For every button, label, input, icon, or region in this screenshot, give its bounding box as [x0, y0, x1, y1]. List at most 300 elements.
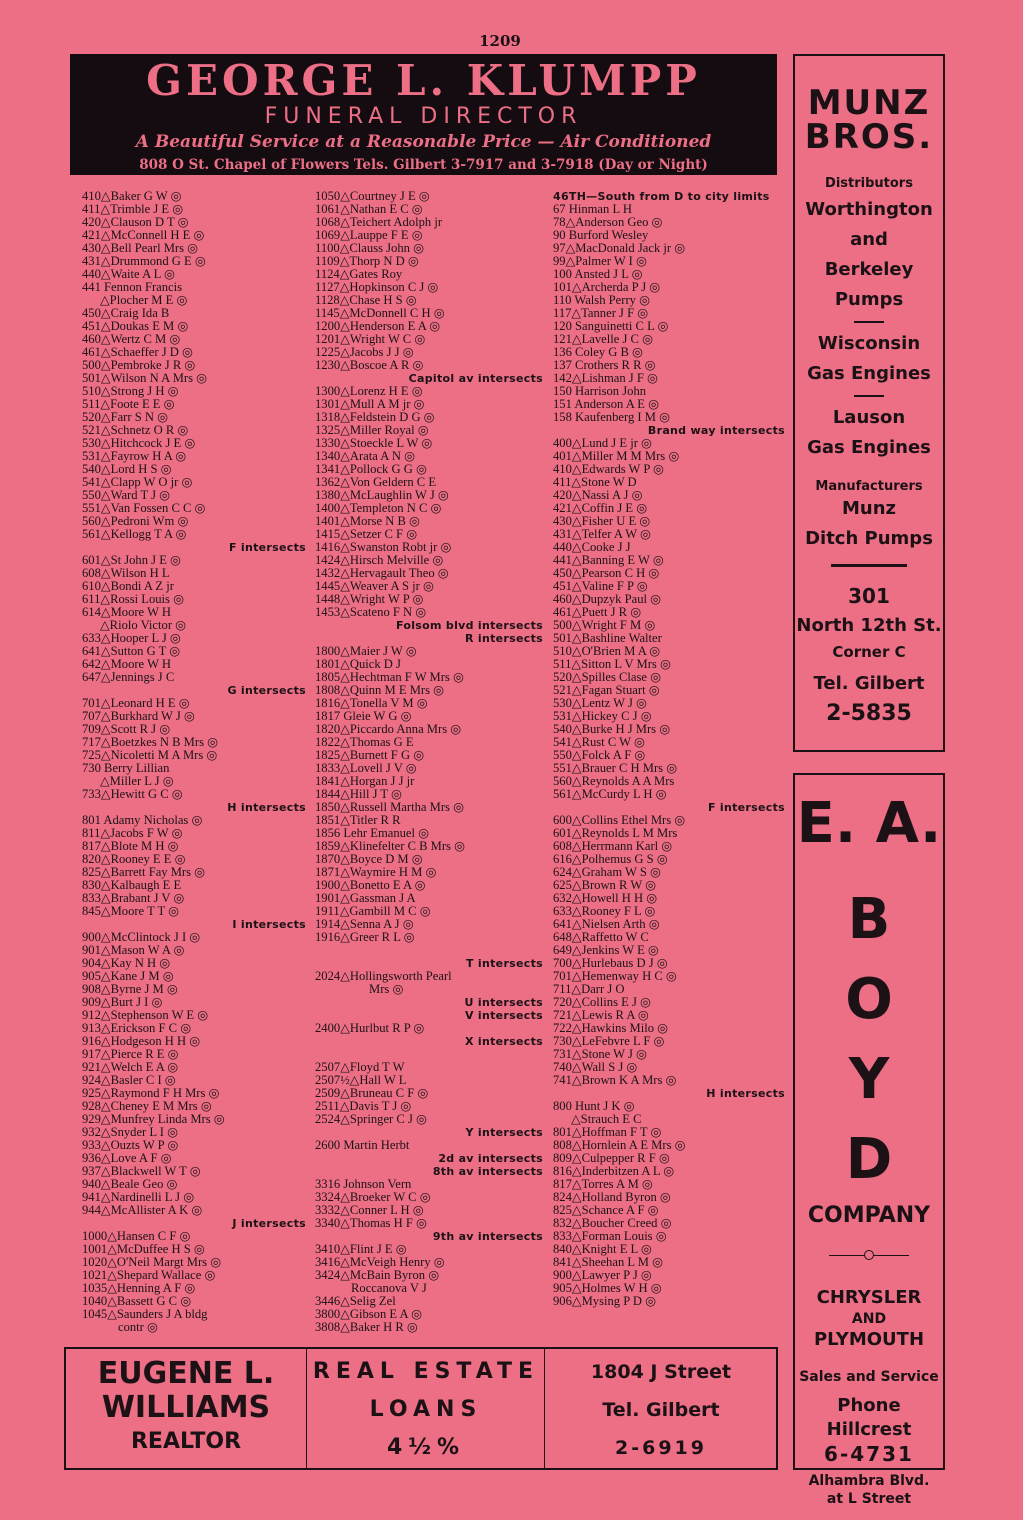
- directory-entry: 825△Schance A F ◎: [553, 1203, 659, 1217]
- directory-entry: 530△Lentz W J ◎: [553, 696, 648, 710]
- directory-entry: 649△Jenkins W E ◎: [553, 943, 659, 957]
- williams-name-cell: [66, 1349, 306, 1468]
- munz-manufacturers: Manufacturers: [815, 479, 923, 494]
- directory-entry: 531△Fayrow H A ◎: [82, 449, 187, 463]
- directory-entry: 511△Sitton L V Mrs ◎: [553, 657, 671, 671]
- directory-entry: Roccanova V J: [351, 1281, 427, 1295]
- directory-entry: 158 Kaufenberg I M ◎: [553, 410, 671, 424]
- directory-column-3: [553, 190, 785, 1308]
- directory-column-1: [82, 190, 306, 1334]
- directory-entry: 944△McAllister A K ◎: [82, 1203, 203, 1217]
- directory-entry: 137 Crothers R R ◎: [553, 358, 656, 372]
- directory-entry: 400△Lund J E jr ◎: [553, 436, 653, 450]
- directory-entry: 99△Palmer W I ◎: [553, 254, 648, 268]
- directory-entry: 917△Pierce R E ◎: [82, 1047, 179, 1061]
- directory-entry: 701△Leonard H E ◎: [82, 696, 190, 710]
- directory-entry: 90 Burford Wesley: [553, 228, 649, 242]
- directory-entry: 625△Brown R W ◎: [553, 878, 657, 892]
- williams-tel-number: 2-6919: [615, 1437, 707, 1459]
- directory-entry: 440△Waite A L ◎: [82, 267, 175, 281]
- directory-entry: 1914△Senna A J ◎: [315, 917, 414, 931]
- directory-entry: 110 Walsh Perry ◎: [553, 293, 651, 307]
- directory-entry: 608△Herrmann Karl ◎: [553, 839, 673, 853]
- directory-entry: 901△Mason W A ◎: [82, 943, 185, 957]
- directory-entry: 561△Kellogg T A ◎: [82, 527, 187, 541]
- directory-entry: 67 Hinman L H: [553, 202, 632, 216]
- directory-entry: 1859△Klinefelter C B Mrs ◎: [315, 839, 466, 853]
- directory-entry: 510△Strong J H ◎: [82, 384, 179, 398]
- directory-entry: 3410△Flint J E ◎: [315, 1242, 407, 1256]
- directory-entry: 540△Burke H J Mrs ◎: [553, 722, 671, 736]
- directory-entry: 1300△Lorenz H E ◎: [315, 384, 423, 398]
- directory-entry: 117△Tanner J F ◎: [553, 306, 649, 320]
- intersection-heading: 9th av intersects: [432, 1230, 543, 1243]
- directory-entry: 461△Schaeffer J D ◎: [82, 345, 194, 359]
- munz-distributors: Distributors: [825, 176, 913, 191]
- directory-entry: 551△Brauer C H Mrs ◎: [553, 761, 678, 775]
- munz-product-2a: Wisconsin: [817, 333, 921, 354]
- directory-entry: 411△Stone W D: [553, 475, 637, 489]
- directory-entry: 461△Puett J R ◎: [553, 605, 642, 619]
- directory-entry: 1341△Pollock G G ◎: [315, 462, 427, 476]
- directory-entry: 624△Graham W S ◎: [553, 865, 662, 879]
- boyd-letter-b: B: [847, 887, 891, 952]
- directory-entry: 833△Brabant J V ◎: [82, 891, 185, 905]
- directory-entry: 1069△Lauppe F E ◎: [315, 228, 423, 242]
- directory-entry: 97△MacDonald Jack jr ◎: [553, 241, 686, 255]
- directory-entry: 733△Hewitt G C ◎: [82, 787, 183, 801]
- directory-entry: 560△Pedroni Wm ◎: [82, 514, 189, 528]
- divider: [854, 321, 884, 323]
- boyd-brand-and: AND: [851, 1311, 887, 1327]
- directory-entry: 600△Collins Ethel Mrs ◎: [553, 813, 686, 827]
- williams-loans-cell: [306, 1349, 545, 1468]
- directory-entry: 100 Ansted J L ◎: [553, 267, 643, 281]
- directory-entry: 825△Barrett Fay Mrs ◎: [82, 865, 206, 879]
- directory-entry: 521△Schnetz O R ◎: [82, 423, 189, 437]
- directory-entry: 709△Scott R J ◎: [82, 722, 171, 736]
- munz-tel-number: 2-5835: [826, 701, 912, 726]
- ornament-divider: [829, 1250, 909, 1262]
- directory-entry: 1021△Shepard Wallace ◎: [82, 1268, 216, 1282]
- williams-title: REALTOR: [130, 1429, 242, 1454]
- boyd-service: Sales and Service: [799, 1369, 939, 1385]
- directory-entry: 1362△Von Geldern C E: [315, 475, 437, 489]
- directory-entry: 642△Moore W H: [82, 657, 171, 671]
- directory-entry: 1061△Nathan E C ◎: [315, 202, 423, 216]
- munz-product-3a: Lauson: [832, 407, 906, 428]
- directory-entry: 501△Wilson N A Mrs ◎: [82, 371, 208, 385]
- directory-entry: 701△Hemenway H C ◎: [553, 969, 677, 983]
- directory-entry: 3340△Thomas H F ◎: [315, 1216, 427, 1230]
- directory-entry: 1805△Hechtman F W Mrs ◎: [315, 670, 464, 684]
- directory-entry: 451△Valine F P ◎: [553, 579, 648, 593]
- directory-entry: 551△Van Fossen C C ◎: [82, 501, 206, 515]
- intersection-heading: F intersects: [228, 541, 306, 554]
- directory-entry: 401△Miller M M Mrs ◎: [553, 449, 680, 463]
- directory-entry: 1001△McDuffee H S ◎: [82, 1242, 205, 1256]
- munz-address-1: 301: [848, 584, 890, 608]
- banner-slogan: A Beautiful Service at a Reasonable Price — Air Conditioned: [135, 132, 712, 152]
- directory-entry: 916△Hodgeson H H ◎: [82, 1034, 201, 1048]
- directory-entry: 721△Lewis R A ◎: [553, 1008, 649, 1022]
- directory-entry: 78△Anderson Geo ◎: [553, 215, 663, 229]
- directory-entry: 921△Welch E A ◎: [82, 1060, 179, 1074]
- williams-realtor-ad: [64, 1347, 778, 1470]
- directory-entry: 1128△Chase H S ◎: [315, 293, 417, 307]
- directory-entry: 647△Jennings J C: [82, 670, 175, 684]
- directory-entry: 120 Sanguinetti C L ◎: [553, 319, 669, 333]
- directory-entry: 940△Beale Geo ◎: [82, 1177, 178, 1191]
- munz-name-2: BROS.: [804, 117, 934, 157]
- boyd-brand-1: CHRYSLER: [816, 1287, 922, 1308]
- directory-entry: 1109△Thorp N D ◎: [315, 254, 419, 268]
- williams-name-1: EUGENE L.: [97, 1356, 275, 1391]
- directory-entry: 540△Lord H S ◎: [82, 462, 172, 476]
- directory-entry: 937△Blackwell W T ◎: [82, 1164, 201, 1178]
- directory-entry: 440△Cooke J J: [553, 540, 631, 554]
- munz-product-1a: Worthington: [805, 199, 933, 220]
- directory-entry: 900△McClintock J I ◎: [82, 930, 201, 944]
- directory-entry: 610△Bondi A Z jr: [82, 579, 174, 593]
- directory-entry: 1856 Lehr Emanuel ◎: [315, 826, 430, 840]
- directory-entry: 928△Cheney E M Mrs ◎: [82, 1099, 212, 1113]
- directory-entry: 936△Love A F ◎: [82, 1151, 172, 1165]
- directory-entry: 906△Mysing P D ◎: [553, 1294, 657, 1308]
- directory-entry: 1230△Boscoe A R ◎: [315, 358, 424, 372]
- page-number: 1209: [479, 32, 521, 50]
- klumpp-funeral-banner: [70, 54, 777, 175]
- boyd-address-2: at L Street: [826, 1491, 912, 1507]
- boyd-phone-label: Phone Hillcrest: [826, 1395, 912, 1440]
- directory-entry: 932△Snyder L I ◎: [82, 1125, 179, 1139]
- intersection-heading: T intersects: [465, 957, 543, 970]
- directory-entry: 711△Darr J O: [553, 982, 625, 996]
- directory-entry: 1871△Waymire H M ◎: [315, 865, 437, 879]
- munz-product-4a: Munz: [841, 498, 897, 519]
- directory-entry: 722△Hawkins Milo ◎: [553, 1021, 669, 1035]
- directory-entry: 2511△Davis T J ◎: [315, 1099, 412, 1113]
- directory-entry: △Riolo Victor ◎: [100, 618, 187, 632]
- directory-entry: 741△Brown K A Mrs ◎: [553, 1073, 677, 1087]
- directory-entry: 801△Hoffman F T ◎: [553, 1125, 662, 1139]
- directory-entry: 924△Basler C I ◎: [82, 1073, 176, 1087]
- directory-entry: 136 Coley G B ◎: [553, 345, 644, 359]
- directory-entry: 451△Doukas E M ◎: [82, 319, 189, 333]
- intersection-heading: Capitol av intersects: [408, 372, 543, 385]
- directory-entry: 150 Harrison John: [553, 384, 647, 398]
- directory-entry: 520△Farr S N ◎: [82, 410, 169, 424]
- directory-entry: 3424△McBain Byron ◎: [315, 1268, 440, 1282]
- directory-entry: 441△Banning E W ◎: [553, 553, 664, 567]
- williams-rate: 4½%: [386, 1435, 466, 1460]
- williams-real-estate: REAL ESTATE: [312, 1359, 540, 1384]
- intersection-heading: X intersects: [465, 1035, 543, 1048]
- directory-entry: 2507½△Hall W L: [315, 1073, 407, 1087]
- boyd-letter-y: Y: [848, 1047, 890, 1112]
- boyd-address-1: Alhambra Blvd.: [808, 1473, 930, 1489]
- directory-entry: 1870△Boyce D M ◎: [315, 852, 423, 866]
- directory-entry: 1448△Wright W P ◎: [315, 592, 424, 606]
- williams-address: 1804 J Street: [590, 1361, 732, 1383]
- directory-entry: 1911△Gambill M C ◎: [315, 904, 431, 918]
- directory-entry: 1225△Jacobs J J ◎: [315, 345, 414, 359]
- directory-entry: 501△Bashline Walter: [553, 631, 662, 645]
- directory-entry: 900△Lawyer P J ◎: [553, 1268, 652, 1282]
- directory-entry: 820△Rooney E E ◎: [82, 852, 186, 866]
- directory-entry: 1050△Courtney J E ◎: [315, 189, 430, 203]
- directory-entry: 616△Polhemus G S ◎: [553, 852, 668, 866]
- directory-entry: 912△Stephenson W E ◎: [82, 1008, 209, 1022]
- directory-entry: 500△Wright F M ◎: [553, 618, 656, 632]
- directory-entry: 142△Lishman J F ◎: [553, 371, 658, 385]
- directory-entry: 808△Hornlein A E Mrs ◎: [553, 1138, 686, 1152]
- intersection-heading: J intersects: [232, 1217, 306, 1230]
- directory-entry: 1380△McLaughlin W J ◎: [315, 488, 449, 502]
- directory-entry: 1825△Burnett F G ◎: [315, 748, 425, 762]
- directory-entry: 1401△Morse N B ◎: [315, 514, 420, 528]
- munz-product-1c: Berkeley: [824, 259, 914, 280]
- directory-entry: 641△Nielsen Arth ◎: [553, 917, 660, 931]
- directory-entry: 841△Sheehan L M ◎: [553, 1255, 664, 1269]
- directory-entry: 450△Pearson C H ◎: [553, 566, 660, 580]
- directory-entry: 1325△Miller Royal ◎: [315, 423, 429, 437]
- intersection-heading: Y intersects: [465, 1126, 543, 1139]
- williams-contact-cell: [544, 1349, 777, 1468]
- williams-tel-label: Tel. Gilbert: [602, 1399, 720, 1421]
- directory-entry: 908△Byrne J M ◎: [82, 982, 178, 996]
- directory-entry: 531△Hickey C J ◎: [553, 709, 652, 723]
- directory-entry: 845△Moore T T ◎: [82, 904, 180, 918]
- directory-entry: 614△Moore W H: [82, 605, 171, 619]
- directory-entry: 909△Burt J I ◎: [82, 995, 163, 1009]
- intersection-heading: I intersects: [232, 918, 306, 931]
- directory-entry: 1040△Bassett G C ◎: [82, 1294, 192, 1308]
- directory-entry: Mrs ◎: [369, 982, 404, 996]
- directory-entry: 1801△Quick D J: [315, 657, 401, 671]
- boyd-letter-o: O: [845, 967, 893, 1032]
- directory-entry: 441 Fennon Francis: [82, 280, 183, 294]
- intersection-heading: F intersects: [707, 801, 785, 814]
- intersection-heading: [315, 944, 543, 957]
- directory-entry: 717△Boetzkes N B Mrs ◎: [82, 735, 219, 749]
- directory-entry: 1901△Gassman J A: [315, 891, 416, 905]
- directory-entry: 801 Adamy Nicholas ◎: [82, 813, 203, 827]
- directory-entry: 3446△Selig Zel: [315, 1294, 396, 1308]
- directory-entry: 1820△Piccardo Anna Mrs ◎: [315, 722, 462, 736]
- directory-entry: 561△McCurdy L H ◎: [553, 787, 667, 801]
- directory-entry: 1127△Hopkinson C J ◎: [315, 280, 439, 294]
- directory-entry: 1301△Mull A M jr ◎: [315, 397, 425, 411]
- directory-entry: 925△Raymond F H Mrs ◎: [82, 1086, 220, 1100]
- directory-entry: 611△Rossi Louis ◎: [82, 592, 185, 606]
- directory-entry: 500△Pembroke J R ◎: [82, 358, 196, 372]
- directory-entry: 809△Culpepper R F ◎: [553, 1151, 670, 1165]
- directory-entry: 1318△Feldstein D G ◎: [315, 410, 435, 424]
- directory-entry: 2024△Hollingsworth Pearl: [315, 969, 452, 983]
- munz-address-2: North 12th St.: [796, 615, 942, 636]
- boyd-letter-d: D: [845, 1127, 893, 1192]
- boyd-brand-2: PLYMOUTH: [813, 1329, 925, 1350]
- directory-entry: 1851△Titler R R: [315, 813, 401, 827]
- directory-entry: 3416△McVeigh Henry ◎: [315, 1255, 445, 1269]
- directory-entry: △Strauch E C: [571, 1112, 642, 1126]
- directory-entry: 430△Fisher U E ◎: [553, 514, 651, 528]
- directory-entry: 633△Hooper L J ◎: [82, 631, 181, 645]
- directory-entry: 905△Kane J M ◎: [82, 969, 174, 983]
- directory-entry: 1445△Weaver A S jr ◎: [315, 579, 434, 593]
- directory-entry: 1800△Maier J W ◎: [315, 644, 417, 658]
- directory-entry: 913△Erickson F C ◎: [82, 1021, 192, 1035]
- directory-entry: 1816△Tonella V M ◎: [315, 696, 428, 710]
- directory-entry: 1000△Hansen C F ◎: [82, 1229, 191, 1243]
- boyd-company: COMPANY: [807, 1203, 931, 1228]
- divider: [831, 564, 907, 567]
- directory-entry: 3316 Johnson Vern: [315, 1177, 412, 1191]
- intersection-heading: G intersects: [227, 684, 306, 697]
- directory-entry: 460△Wertz C M ◎: [82, 332, 181, 346]
- directory-entry: 800 Hunt J K ◎: [553, 1099, 635, 1113]
- directory-entry: 720△Collins E J ◎: [553, 995, 651, 1009]
- directory-entry: 941△Nardinelli L J ◎: [82, 1190, 195, 1204]
- munz-product-1b: and: [850, 229, 888, 250]
- directory-entry: 1100△Clauss John ◎: [315, 241, 425, 255]
- williams-loans: LOANS: [369, 1397, 483, 1422]
- directory-entry: 1808△Quinn M E Mrs ◎: [315, 683, 445, 697]
- directory-entry: 420△Clauson D T ◎: [82, 215, 189, 229]
- directory-entry: 541△Rust C W ◎: [553, 735, 645, 749]
- directory-entry: 905△Holmes W H ◎: [553, 1281, 662, 1295]
- intersection-heading: Brand way intersects: [647, 424, 785, 437]
- directory-entry: 3800△Gibson E A ◎: [315, 1307, 423, 1321]
- munz-product-1d: Pumps: [834, 289, 904, 310]
- directory-entry: 648△Raffetto W C: [553, 930, 649, 944]
- directory-entry: 730△LeFebvre L F ◎: [553, 1034, 665, 1048]
- directory-entry: 904△Kay N H ◎: [82, 956, 171, 970]
- directory-entry: 1045△Saunders J A bldg: [82, 1307, 208, 1321]
- intersection-heading: U intersects: [464, 996, 543, 1009]
- directory-entry: 811△Jacobs F W ◎: [82, 826, 183, 840]
- directory-entry: 560△Reynolds A A Mrs: [553, 774, 675, 788]
- directory-entry: △Plocher M E ◎: [100, 293, 188, 307]
- directory-entry: 1844△Hill J T ◎: [315, 787, 403, 801]
- directory-entry: 1200△Henderson E A ◎: [315, 319, 441, 333]
- directory-entry: 1415△Setzer C F ◎: [315, 527, 418, 541]
- directory-entry: 460△Dupzyk Paul ◎: [553, 592, 662, 606]
- directory-entry: 511△Foote E E ◎: [82, 397, 175, 411]
- directory-entry: 410△Edwards W P ◎: [553, 462, 665, 476]
- munz-product-3b: Gas Engines: [807, 437, 931, 458]
- banner-name: GEORGE L. KLUMPP: [146, 56, 701, 105]
- directory-entry: 1400△Templeton N C ◎: [315, 501, 442, 515]
- directory-entry: 1068△Teichert Adolph jr: [315, 215, 443, 229]
- directory-entry: 530△Hitchcock J E ◎: [82, 436, 196, 450]
- directory-entry: 3332△Conner L H ◎: [315, 1203, 424, 1217]
- munz-bros-ad: [793, 54, 945, 752]
- directory-entry: contr ◎: [118, 1320, 159, 1334]
- directory-entry: 601△Reynolds L M Mrs: [553, 826, 678, 840]
- boyd-phone-number: 6-4731: [824, 1442, 914, 1466]
- directory-entry: 816△Inderbitzen A L ◎: [553, 1164, 675, 1178]
- directory-entry: 2507△Floyd T W: [315, 1060, 405, 1074]
- directory-entry: 151 Anderson A E ◎: [553, 397, 660, 411]
- boyd-letters-ea: E. A.: [796, 791, 942, 856]
- directory-entry: 2509△Bruneau C F ◎: [315, 1086, 429, 1100]
- directory-entry: 101△Archerda P J ◎: [553, 280, 661, 294]
- directory-entry: 431△Drummond G E ◎: [82, 254, 206, 268]
- directory-entry: 3808△Baker H R ◎: [315, 1320, 418, 1334]
- street-heading: 46TH—South from D to city limits: [553, 190, 770, 203]
- directory-column-2: [315, 190, 543, 1334]
- directory-entry: 933△Ouzts W P ◎: [82, 1138, 179, 1152]
- directory-entry: 450△Craig Ida B: [82, 306, 170, 320]
- directory-entry: 1453△Scateno F N ◎: [315, 605, 427, 619]
- directory-entry: 1330△Stoeckle L W ◎: [315, 436, 433, 450]
- directory-entry: 1817 Gleie W G ◎: [315, 709, 412, 723]
- directory-entry: 420△Nassi A J ◎: [553, 488, 643, 502]
- directory-entry: 520△Spilles Clase ◎: [553, 670, 662, 684]
- directory-entry: 740△Wall S J ◎: [553, 1060, 638, 1074]
- directory-entry: 1416△Swanston Robt jr ◎: [315, 540, 452, 554]
- directory-entry: 430△Bell Pearl Mrs ◎: [82, 241, 199, 255]
- williams-name-2: WILLIAMS: [101, 1390, 271, 1425]
- directory-entry: 725△Nicoletti M A Mrs ◎: [82, 748, 218, 762]
- directory-entry: 608△Wilson H L: [82, 566, 170, 580]
- banner-address: 808 O St. Chapel of Flowers Tels. Gilbert 3-7917 and 3-7918 (Day or Night): [139, 157, 708, 173]
- directory-entry: 2524△Springer C J ◎: [315, 1112, 427, 1126]
- intersection-heading: Folsom blvd intersects: [396, 619, 543, 632]
- directory-entry: △Miller L J ◎: [100, 774, 174, 788]
- directory-entry: 1340△Arata A N ◎: [315, 449, 416, 463]
- directory-entry: 632△Howell H H ◎: [553, 891, 658, 905]
- munz-name-1: MUNZ: [807, 83, 931, 123]
- directory-entry: 421△McConnell H E ◎: [82, 228, 205, 242]
- directory-entry: 641△Sutton G T ◎: [82, 644, 181, 658]
- directory-entry: 1841△Horgan J J jr: [315, 774, 415, 788]
- directory-entry: 817△Torres A M ◎: [553, 1177, 653, 1191]
- directory-entry: 833△Forman Louis ◎: [553, 1229, 667, 1243]
- directory-entry: 1432△Hervagault Theo ◎: [315, 566, 449, 580]
- munz-product-2b: Gas Engines: [807, 363, 931, 384]
- intersection-heading: V intersects: [464, 1009, 543, 1022]
- banner-title: FUNERAL DIRECTOR: [264, 104, 583, 129]
- divider: [854, 395, 884, 397]
- directory-entry: 410△Baker G W ◎: [82, 189, 182, 203]
- directory-entry: 550△Ward T J ◎: [82, 488, 171, 502]
- directory-entry: 832△Boucher Creed ◎: [553, 1216, 672, 1230]
- directory-entry: 731△Stone W J ◎: [553, 1047, 648, 1061]
- directory-entry: 541△Clapp W O jr ◎: [82, 475, 193, 489]
- directory-entry: 730 Berry Lillian: [82, 761, 170, 775]
- directory-entry: 2600 Martin Herbt: [315, 1138, 410, 1152]
- directory-entry: 817△Blote M H ◎: [82, 839, 179, 853]
- directory-entry: 1035△Henning A F ◎: [82, 1281, 196, 1295]
- intersection-heading: H intersects: [706, 1087, 785, 1100]
- directory-entry: 3324△Broeker W C ◎: [315, 1190, 431, 1204]
- directory-entry: 431△Telfer A W ◎: [553, 527, 652, 541]
- directory-entry: 1850△Russell Martha Mrs ◎: [315, 800, 465, 814]
- directory-entry: 1822△Thomas G E: [315, 735, 414, 749]
- directory-entry: 1145△McDonnell C H ◎: [315, 306, 445, 320]
- directory-entry: 411△Trimble J E ◎: [82, 202, 184, 216]
- directory-entry: 830△Kalbaugh E E: [82, 878, 182, 892]
- directory-entry: 929△Munfrey Linda Mrs ◎: [82, 1112, 225, 1126]
- directory-entry: 700△Hurlebaus D J ◎: [553, 956, 668, 970]
- directory-entry: 121△Lavelle J C ◎: [553, 332, 654, 346]
- directory-entry: 2400△Hurlbut R P ◎: [315, 1021, 425, 1035]
- directory-entry: 1833△Lovell J V ◎: [315, 761, 417, 775]
- ea-boyd-ad: [793, 773, 945, 1507]
